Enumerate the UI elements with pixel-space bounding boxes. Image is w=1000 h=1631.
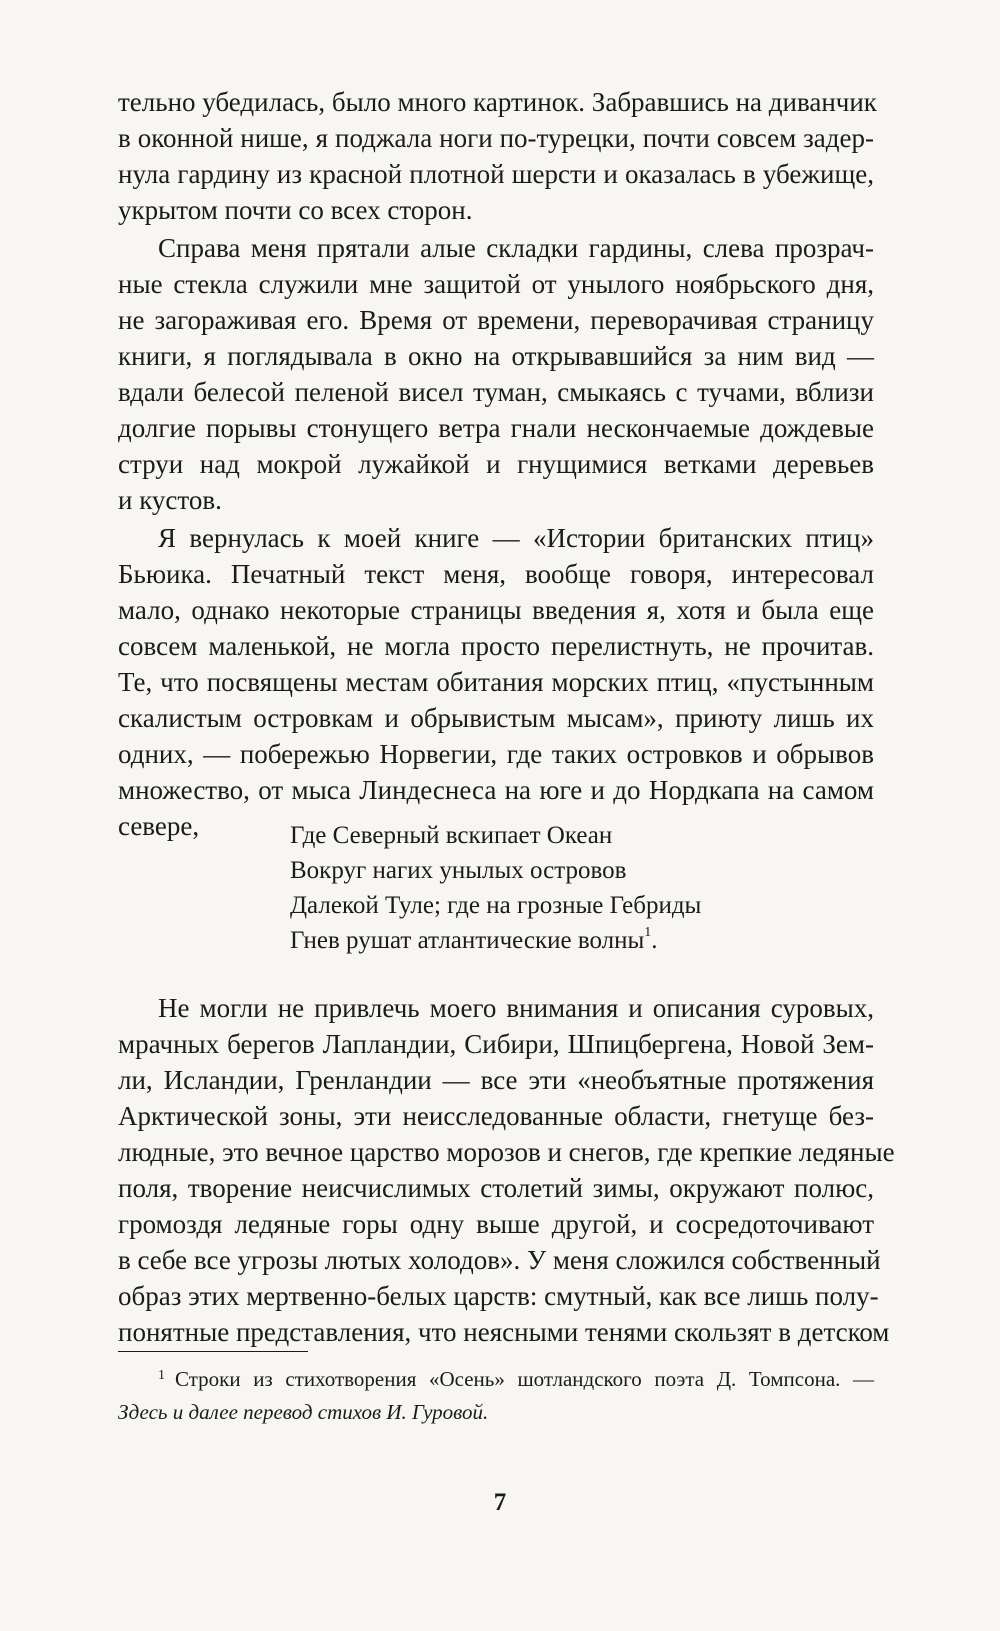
text-line: образ этих мертвенно-белых царств: смутный, как все лишь полу- [118, 1281, 879, 1311]
text-line: ные стекла служили мне защитой от унылого ноябрьского дня, [118, 269, 874, 299]
footnote-reference[interactable]: 1 [644, 925, 652, 940]
text-line: в себе все угрозы лютых холодов». У меня сложился собственный [118, 1245, 881, 1275]
verse-quote [290, 818, 701, 958]
text-line: струи над мокрой лужайкой и гнущимися ветками деревьев [118, 449, 874, 479]
verse-line: Вокруг нагих унылых островов [290, 857, 627, 884]
text-line: нула гардину из красной плотной шерсти и оказалась в убежище, [118, 159, 874, 189]
main-text [118, 84, 877, 844]
verse-line-last [290, 923, 701, 958]
text-line: долгие порывы стонущего ветра гнали нескончаемые дождевые [118, 413, 874, 443]
text-line: понятные представления, что неясными тенями скользят в детском [118, 1317, 890, 1347]
paragraph-4 [118, 990, 895, 1350]
text-line: книги, я поглядывала в окно на открывавшийся за ним вид — [118, 341, 874, 371]
footnote-divider [118, 1351, 308, 1352]
text-line: не загораживая его. Время от времени, переворачивая страницу [118, 305, 874, 335]
verse-line: Где Северный вскипает Океан [290, 822, 613, 849]
text-line: севере, [118, 811, 200, 841]
text-line: громоздя ледяные горы одну выше другой, и сосредоточивают [118, 1209, 874, 1239]
text-line: поля, творение неисчислимых столетий зимы, окружают полюс, [118, 1173, 874, 1203]
verse-line-text: Гнев рушат атлантические волны [290, 927, 645, 954]
footnote-line [118, 1363, 874, 1396]
verse-line: Далекой Туле; где на грозные Гебриды [290, 892, 702, 919]
paragraph-2 [118, 230, 874, 518]
paragraph-1 [118, 84, 877, 228]
text-line: мало, однако некоторые страницы введения я, хотя и была еще [118, 595, 874, 625]
text-line: Арктической зоны, эти неисследованные области, гнетуще без- [118, 1101, 874, 1131]
footnote [118, 1363, 874, 1429]
text-line: тельно убедилась, было много картинок. Забравшись на диванчик [118, 87, 877, 117]
text-line: скалистым островкам и обрывистым мысам», приюту лишь их [118, 703, 874, 733]
text-line: мрачных берегов Лапландии, Сибири, Шпицбергена, Новой Зем- [118, 1029, 874, 1059]
text-line: одних, — побережью Норвегии, где таких островков и обрывов [118, 739, 874, 769]
paragraph-3 [118, 520, 874, 844]
footnote-text: Строки из стихотворения «Осень» шотландского поэта Д. Томпсона. — [175, 1367, 874, 1391]
text-line: в оконной нише, я поджала ноги по-турецки, почти совсем задер- [118, 123, 874, 153]
text-line: ли, Исландии, Гренландии — все эти «необъятные протяжения [118, 1065, 874, 1095]
verse-end-punct: . [651, 927, 658, 954]
text-line: вдали белесой пеленой висел туман, смыкаясь с тучами, вблизи [118, 377, 874, 407]
text-line: людные, это вечное царство морозов и снегов, где крепкие ледяные [118, 1137, 895, 1167]
text-line: Не могли не привлечь моего внимания и описания суровых, [158, 993, 874, 1023]
footnote-marker: 1 [158, 1368, 165, 1383]
footnote-line-italic: Здесь и далее перевод стихов И. Гуровой. [118, 1400, 489, 1424]
text-line: множество, от мыса Линдеснеса на юге и до Нордкапа на самом [118, 775, 874, 805]
text-line: Я вернулась к моей книге — «Истории британских птиц» [158, 523, 874, 553]
text-line: совсем маленькой, не могла просто перелистнуть, не прочитав. [118, 631, 874, 661]
text-line: Справа меня прятали алые складки гардины, слева прозрач- [158, 233, 874, 263]
text-line: Бьюика. Печатный текст меня, вообще говоря, интересовал [118, 559, 874, 589]
page-number: 7 [493, 1489, 507, 1516]
text-line: укрытом почти со всех сторон. [118, 195, 473, 225]
text-line: Те, что посвящены местам обитания морских птиц, «пустынным [118, 667, 874, 697]
text-line: и кустов. [118, 485, 222, 515]
